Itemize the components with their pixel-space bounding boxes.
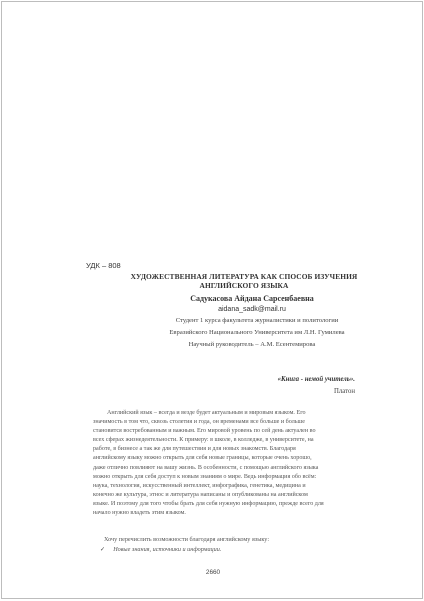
paragraph-line: работе, в бизнесе а так же для путешествия и для новых знакомств. Благодаря bbox=[93, 446, 296, 453]
document-page bbox=[1, 1, 423, 599]
udk-code: УДК – 808 bbox=[86, 261, 121, 270]
paragraph-line: становится востребованным и важным. Его мировой уровень по сей день актуален во bbox=[93, 428, 316, 435]
paragraph-line: конечно же культура, этнос и литература написаны и опубликованы на английском bbox=[93, 491, 308, 498]
title-line-1: ХУДОЖЕСТВЕННАЯ ЛИТЕРАТУРА КАК СПОСОБ ИЗУЧЕНИЯ bbox=[130, 272, 358, 281]
paragraph-line: языке. И поэтому для того чтобы брать для себя нужную информацию, прежде всего для bbox=[93, 500, 324, 507]
paragraph-line: даже отлично повлияют на вашу жизнь. В особенности, с помощью английского языка bbox=[93, 464, 319, 471]
article-title bbox=[114, 272, 374, 290]
page-number: 2660 bbox=[205, 569, 221, 576]
paragraph-line: можно открыть для себя доступ к новым знаниям о мире. Ведь информация обо всём: bbox=[93, 473, 317, 480]
affiliation-line-1: Студент 1 курса факультета журналистики и политологии bbox=[175, 317, 339, 324]
epigraph-author: Платон bbox=[333, 388, 355, 395]
bullet-text: Новые знания, источники и информации. bbox=[113, 546, 222, 553]
author-name: Садукасова Айдана Сарсенбаевна bbox=[190, 294, 314, 303]
epigraph-quote: «Книга - немой учитель». bbox=[277, 376, 355, 383]
paragraph-line: Английский язык – всегда и везде будет актуальным и мировым языком. Его bbox=[107, 410, 306, 416]
affiliation-line-2: Евразийского Национального Университета им Л.Н. Гумилева bbox=[169, 329, 345, 336]
author-email: aidana_sadk@mail.ru bbox=[218, 306, 286, 313]
body-paragraph bbox=[93, 409, 359, 518]
bullet-item bbox=[100, 546, 221, 553]
paragraph-line: английскому языку можно открыть для себя новые границы, которые очень хорошо, bbox=[93, 455, 312, 462]
paragraph-line: начало нужно владеть этим языком. bbox=[93, 510, 186, 517]
paragraph-line: значимость в том что, сквозь столетия и года, он временами все больше и больше bbox=[93, 419, 305, 426]
list-lead: Хочу перечислить возможности благодаря английскому языку: bbox=[104, 536, 270, 543]
paragraph-line: всех сферах жизнедеятельности. К примеру: в школе, в колледже, в университете, на bbox=[93, 437, 314, 444]
title-line-2: АНГЛИЙСКОГО ЯЗЫКА bbox=[199, 281, 289, 290]
paragraph-line: наука, технология, искусственный интеллект, инфографика, генетика, медицина и bbox=[93, 482, 306, 489]
checkmark-icon: ✓ bbox=[100, 546, 106, 553]
supervisor-line: Научный руководитель – А.М. Есентемирова bbox=[188, 341, 316, 348]
